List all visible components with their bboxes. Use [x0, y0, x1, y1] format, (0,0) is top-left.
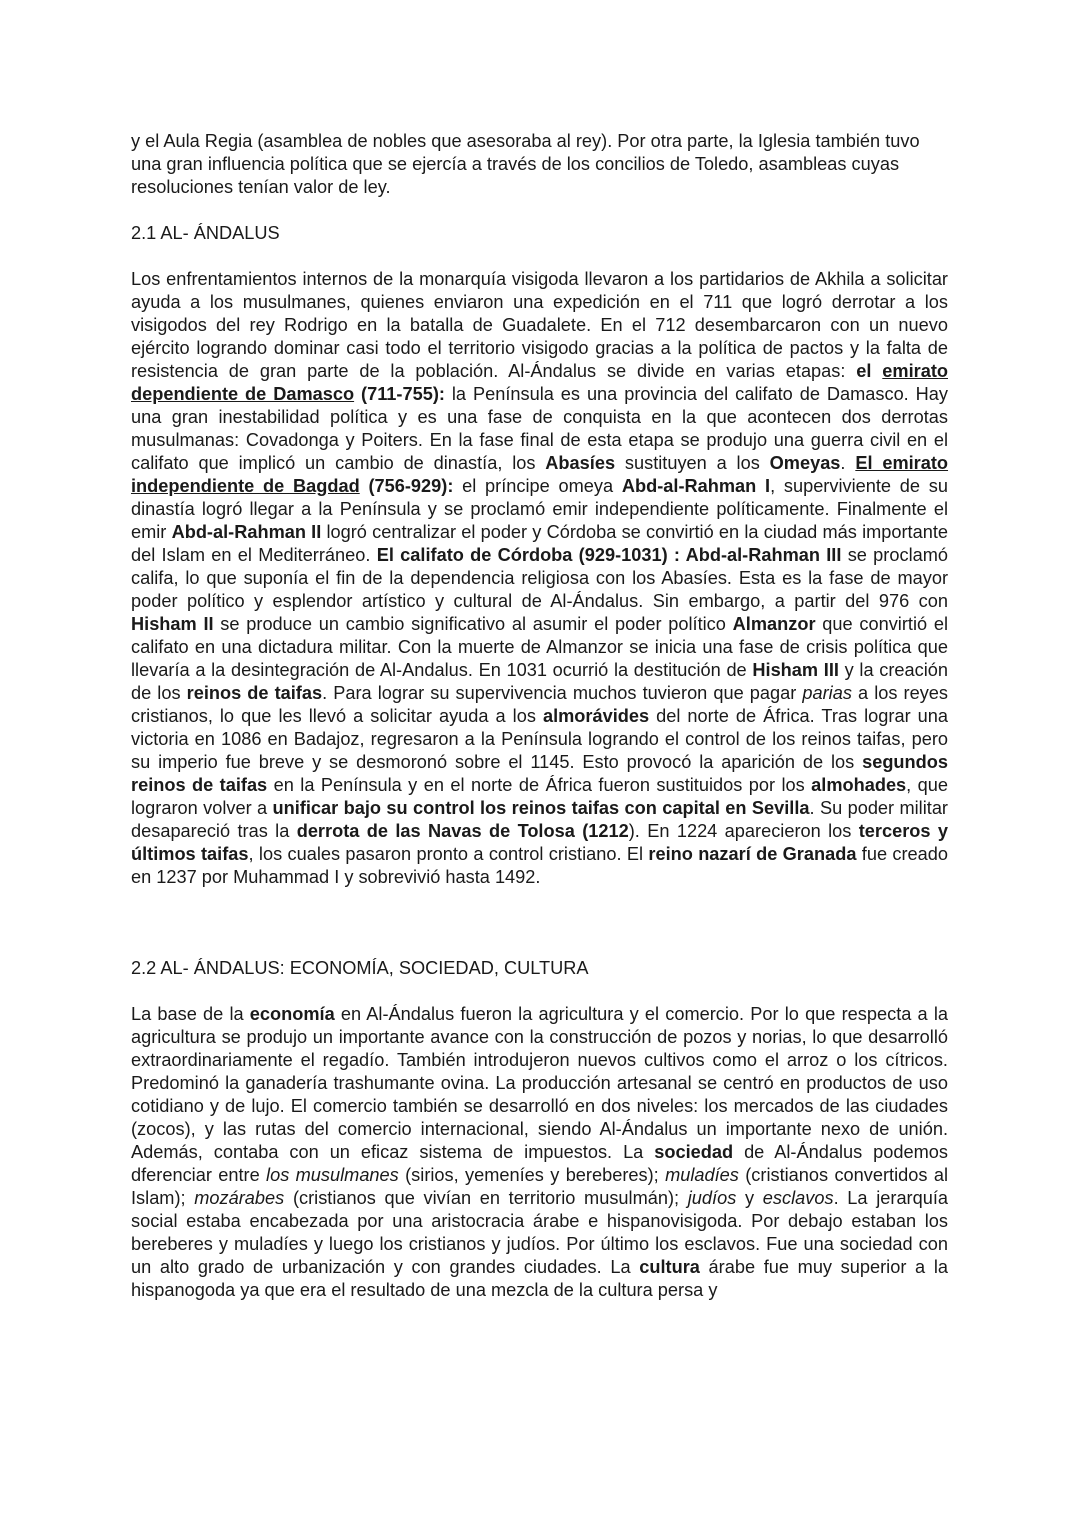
emphasis-text: mozárabes — [194, 1188, 285, 1208]
emphasis-text: Omeyas — [769, 453, 841, 473]
text-run: y — [736, 1188, 763, 1208]
text-run: de Al-Ándalus podemos dferenciar entre — [131, 1142, 948, 1185]
text-run: en la Península y en el norte de África fueron sustituidos por los — [267, 775, 812, 795]
text-run: del norte de África. Tras lograr una victoria en 1086 en Badajoz, regresaron a la Península logrando el control de los reinos taifas, pero su imperio fue breve y se desmoronó sobre el 1145. Esto provocó la aparición de los — [131, 706, 948, 772]
text-run: se produce un cambio significativo al asumir el poder político — [213, 614, 733, 634]
emphasis-text: Abd-al-Rahman II — [171, 522, 322, 542]
emphasis-text: Hisham II — [131, 614, 214, 634]
emphasis-text: unificar bajo su control los reinos taifas con capital en Sevilla — [272, 798, 810, 818]
emphasis-text: el — [856, 361, 883, 381]
section-2-1-paragraph — [131, 268, 948, 889]
text-run: árabe fue muy superior a la hispanogoda ya que era el resultado de una mezcla de la cultura persa y — [131, 1257, 948, 1300]
text-run: (cristianos convertidos al Islam); — [131, 1165, 948, 1208]
emphasis-text: (756-929): — [359, 476, 454, 496]
emphasis-text: Hisham III — [752, 660, 839, 680]
emphasis-text: economía — [249, 1004, 335, 1024]
text-run: y la creación de los — [131, 660, 949, 703]
text-run: . Su poder militar desapareció tras la — [131, 798, 948, 841]
emphasis-text: reinos de taifas — [186, 683, 323, 703]
emphasis-text: El emirato independiente de Bagdad — [131, 453, 949, 496]
document-page — [131, 130, 948, 1302]
text-run: . La jerarquía social estaba encabezada por una aristocracia árabe e hispanovisigoda. Por debajo estaban los bereberes y muladíes y luego los cristianos y judíos. Por último los esclavos. Fue una sociedad con un alto grado de urbanización y con grandes ciudades. La — [131, 1188, 949, 1277]
emphasis-text: esclavos — [762, 1188, 834, 1208]
text-run: en Al-Ándalus fueron la agricultura y el comercio. Por lo que respecta a la agricultura se produjo un importante avance con la construcción de pozos y norias, lo que desarrolló extraordinariamente el regadío. También introdujeron nuevos cultivos como el arroz o los cítricos. Predominó la ganadería trashumante ovina. La producción artesanal se centró en productos de uso cotidiano y de lujo. El comercio también se desarrolló en dos niveles: los mercados de las ciudades (zocos), y las rutas del comercio internacional, siendo Al-Ándalus un importante nexo de unión. Además, contaba con un eficaz sistema de impuestos. La — [131, 1004, 948, 1162]
text-run: y el Aula Regia (asamblea de nobles que asesoraba al rey). Por otra parte, la Iglesia también tuvo una gran influencia política que se ejercía a través de los concilios de Toledo, asambleas cuyas resoluciones tenían valor de ley. — [131, 131, 920, 197]
emphasis-text: (711-755): — [354, 384, 445, 404]
text-run: . — [840, 453, 856, 473]
emphasis-text: almohades — [811, 775, 907, 795]
text-run: Los enfrentamientos internos de la monarquía visigoda llevaron a los partidarios de Akhila a solicitar ayuda a los musulmanes, quienes enviaron una expedición en el 711 que logró derrotar a los visigodos del rey Rodrigo en la batalla de Guadalete. En el 712 desembarcaron con un nuevo ejército logrando dominar casi todo el territorio visigodo gracias a la política de pactos y la falta de resistencia de gran parte de la población. Al-Ándalus se divide en varias etapas: — [131, 269, 948, 381]
section-heading-2-2: 2.2 AL- ÁNDALUS: ECONOMÍA, SOCIEDAD, CULTURA — [131, 958, 589, 978]
emphasis-text: Abd-al-Rahman I — [621, 476, 771, 496]
emphasis-text: cultura — [639, 1257, 700, 1277]
text-run: fue creado en 1237 por Muhammad I y sobrevivió hasta 1492. — [131, 844, 949, 887]
text-run: el príncipe omeya — [453, 476, 622, 496]
text-run: La base de la — [131, 1004, 250, 1024]
text-run: a los reyes cristianos, lo que les llevó a solicitar ayuda a los — [131, 683, 948, 726]
text-run: la Península es una provincia del califato de Damasco. Hay una gran inestabilidad política y es una fase de conquista en la que acontecen dos derrotas musulmanas: Covadonga y Poiters. En la fase final de esta etapa se produjo una guerra civil en el califato que implicó un cambio de dinastía, los — [131, 384, 949, 473]
emphasis-text: muladíes — [665, 1165, 739, 1185]
emphasis-text: derrota de las Navas de Tolosa (1212 — [296, 821, 629, 841]
emphasis-text: los musulmanes — [266, 1165, 399, 1185]
emphasis-text: almorávides — [542, 706, 650, 726]
section-heading-2-1: 2.1 AL- ÁNDALUS — [131, 223, 280, 243]
text-run: (sirios, yemeníes y bereberes); — [398, 1165, 666, 1185]
text-run: que convirtió el califato en una dictadura militar. Con la muerte de Almanzor se inicia una fase de crisis política que llevaría a la desintegración de Al-Andalus. En 1031 ocurrió la destitución de — [131, 614, 949, 680]
section-2-2-paragraph — [131, 1003, 948, 1302]
text-run: , superviviente de su dinastía logró llegar a la Península y se proclamó emir independiente políticamente. Finalmente el emir — [131, 476, 948, 542]
text-run: . Para lograr su supervivencia muchos tuvieron que pagar — [322, 683, 803, 703]
emphasis-text: terceros y últimos taifas — [131, 821, 949, 864]
text-run: ). En 1224 aparecieron los — [628, 821, 859, 841]
text-run: sustituyen a los — [615, 453, 770, 473]
emphasis-text: parias — [802, 683, 852, 703]
text-run: , los cuales pasaron pronto a control cristiano. El — [248, 844, 649, 864]
emphasis-text: Almanzor — [732, 614, 816, 634]
text-run: , que lograron volver a — [131, 775, 948, 818]
emphasis-text: judíos — [687, 1188, 737, 1208]
text-run: (cristianos que vivían en territorio musulmán); — [284, 1188, 688, 1208]
text-run: se proclamó califa, lo que suponía el fin de la dependencia religiosa con los Abasíes. Esta es la fase de mayor poder político y esplendor artístico y cultural de Al-Ándalus. Sin embargo, a partir del 976 con — [131, 545, 948, 611]
intro-paragraph — [131, 130, 948, 199]
emphasis-text: segundos reinos de taifas — [131, 752, 948, 795]
text-run: logró centralizar el poder y Córdoba se convirtió en la ciudad más importante del Islam en el Mediterráneo. — [131, 522, 948, 565]
emphasis-text: reino nazarí de Granada — [648, 844, 857, 864]
emphasis-text: El califato de Córdoba (929-1031) : Abd-al-Rahman III — [376, 545, 842, 565]
emphasis-text: Abasíes — [545, 453, 616, 473]
emphasis-text: sociedad — [654, 1142, 734, 1162]
emphasis-text: emirato dependiente de Damasco — [131, 361, 948, 404]
